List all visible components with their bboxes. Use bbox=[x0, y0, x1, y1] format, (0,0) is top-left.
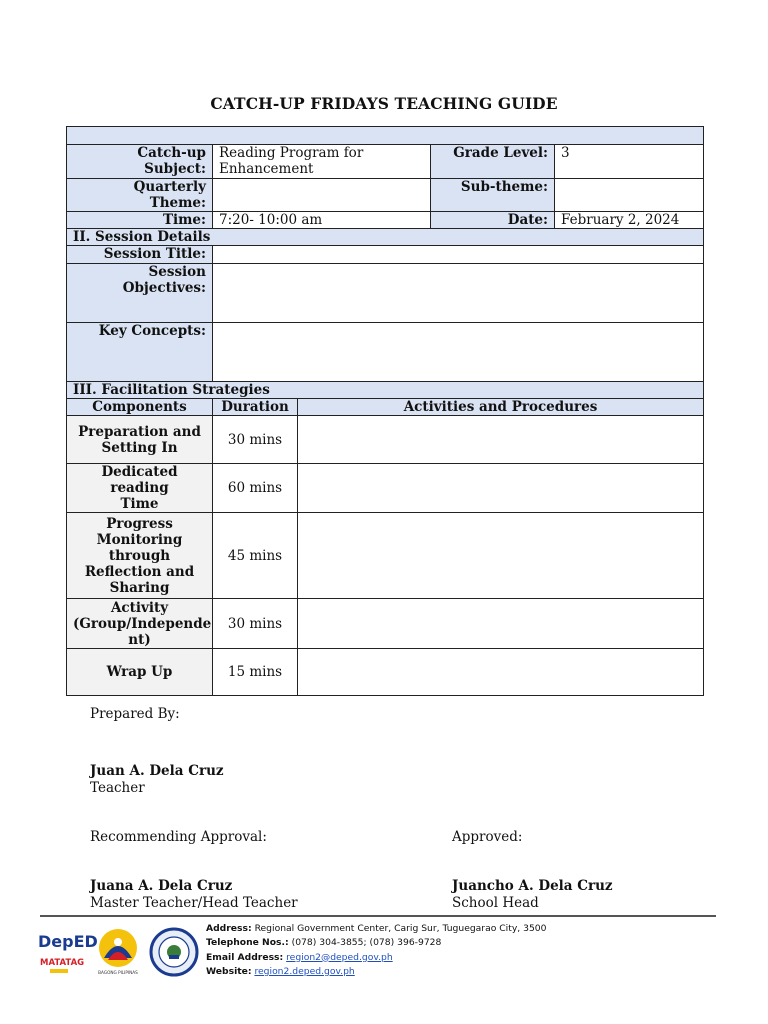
component-line: Monitoring bbox=[96, 531, 183, 548]
session-details-row bbox=[67, 229, 704, 246]
bagong-pilipinas-logo bbox=[98, 929, 138, 975]
grade-level-label: Grade Level: bbox=[431, 145, 555, 179]
component-line: Setting In bbox=[101, 439, 178, 456]
logos-svg bbox=[36, 922, 201, 982]
approved-label: Approved: bbox=[452, 829, 523, 845]
telephone-value: (078) 304-3855; (078) 396-9728 bbox=[291, 937, 442, 949]
subject-value-line2: Enhancement bbox=[219, 161, 314, 177]
time-label: Time: bbox=[67, 212, 213, 229]
session-objectives-value[interactable] bbox=[213, 264, 704, 323]
component-line: Sharing bbox=[109, 579, 170, 596]
component-line: Time bbox=[120, 496, 159, 512]
address-label: Address: bbox=[206, 923, 252, 934]
session-objectives-row bbox=[67, 264, 704, 323]
activities-cell[interactable] bbox=[298, 513, 704, 599]
date-value[interactable]: February 2, 2024 bbox=[555, 212, 704, 229]
component-line: Reflection and bbox=[84, 563, 195, 580]
prepared-role: Teacher bbox=[90, 780, 145, 796]
recommending-role: Master Teacher/Head Teacher bbox=[90, 895, 298, 911]
footer-divider bbox=[40, 915, 716, 917]
approved-name: Juancho A. Dela Cruz bbox=[452, 878, 613, 894]
duration-cell: 15 mins bbox=[213, 649, 298, 696]
deped-logo-text: DepED bbox=[38, 932, 98, 951]
sub-theme-value[interactable] bbox=[555, 179, 704, 212]
footer-logos bbox=[36, 922, 201, 982]
matatag-logo-text: MATATAG bbox=[40, 958, 85, 968]
component-cell bbox=[67, 649, 213, 696]
table-row bbox=[67, 464, 704, 513]
approved-signatory bbox=[452, 878, 613, 912]
session-objectives-label-line1: Session bbox=[148, 264, 206, 280]
activities-cell[interactable] bbox=[298, 464, 704, 513]
component-line: nt) bbox=[128, 631, 151, 648]
website-label: Website: bbox=[206, 965, 252, 977]
session-objectives-label-line2: Objectives: bbox=[122, 280, 206, 296]
header-band bbox=[67, 127, 704, 145]
email-line bbox=[206, 951, 546, 965]
table-row bbox=[67, 649, 704, 696]
activities-cell[interactable] bbox=[298, 649, 704, 696]
activities-header: Activities and Procedures bbox=[298, 399, 704, 416]
session-objectives-label bbox=[67, 264, 213, 323]
activities-cell[interactable] bbox=[298, 599, 704, 649]
subject-row bbox=[67, 145, 704, 179]
document-title: CATCH-UP FRIDAYS TEACHING GUIDE bbox=[210, 94, 558, 113]
theme-row bbox=[67, 179, 704, 212]
component-cell bbox=[67, 464, 213, 513]
key-concepts-row bbox=[67, 323, 704, 382]
sub-theme-label: Sub-theme: bbox=[431, 179, 555, 212]
component-line: Wrap Up bbox=[106, 664, 173, 680]
activities-cell[interactable] bbox=[298, 416, 704, 464]
subject-value[interactable] bbox=[213, 145, 431, 179]
time-row bbox=[67, 212, 704, 229]
component-line: (Group/Independe bbox=[73, 615, 212, 632]
recommending-signatory bbox=[90, 878, 298, 912]
key-concepts-value[interactable] bbox=[213, 323, 704, 382]
component-cell bbox=[67, 416, 213, 464]
address-line bbox=[206, 922, 546, 936]
email-label: Email Address: bbox=[206, 951, 284, 963]
recommending-approval-label: Recommending Approval: bbox=[90, 829, 267, 845]
table-row bbox=[67, 513, 704, 599]
session-details-heading: II. Session Details bbox=[67, 229, 704, 246]
grade-level-value[interactable]: 3 bbox=[555, 145, 704, 179]
prepared-by-label: Prepared By: bbox=[90, 706, 180, 722]
telephone-label: Telephone Nos.: bbox=[206, 937, 289, 949]
subject-label: Catch-up Subject: bbox=[67, 145, 213, 179]
footer-contact bbox=[206, 922, 546, 979]
quarterly-theme-label: Quarterly Theme: bbox=[67, 179, 213, 212]
component-line: Activity bbox=[110, 599, 169, 616]
prepared-name: Juan A. Dela Cruz bbox=[90, 763, 224, 779]
component-line: through bbox=[108, 547, 171, 564]
facilitation-heading: III. Facilitation Strategies bbox=[67, 382, 704, 399]
quarterly-theme-value[interactable] bbox=[213, 179, 431, 212]
table-row bbox=[67, 599, 704, 649]
components-header: Components bbox=[67, 399, 213, 416]
duration-cell: 30 mins bbox=[213, 416, 298, 464]
website-line bbox=[206, 965, 546, 979]
regional-seal-logo bbox=[151, 929, 197, 975]
header-band-row bbox=[67, 127, 704, 145]
address-value: Regional Government Center, Carig Sur, Tuguegarao City, 3500 bbox=[254, 923, 547, 934]
component-cell bbox=[67, 513, 213, 599]
date-label: Date: bbox=[431, 212, 555, 229]
telephone-line bbox=[206, 936, 546, 950]
recommending-name: Juana A. Dela Cruz bbox=[90, 878, 233, 894]
duration-cell: 60 mins bbox=[213, 464, 298, 513]
facilitation-header-row bbox=[67, 399, 704, 416]
component-line: Dedicated reading bbox=[101, 464, 178, 496]
session-title-value[interactable] bbox=[213, 246, 704, 264]
session-title-row bbox=[67, 246, 704, 264]
duration-cell: 45 mins bbox=[213, 513, 298, 599]
component-cell bbox=[67, 599, 213, 649]
time-value[interactable]: 7:20- 10:00 am bbox=[213, 212, 431, 229]
key-concepts-label: Key Concepts: bbox=[67, 323, 213, 382]
duration-cell: 30 mins bbox=[213, 599, 298, 649]
session-title-label: Session Title: bbox=[67, 246, 213, 264]
deped-matatag-logo bbox=[38, 932, 98, 973]
email-link[interactable]: region2@deped.gov.ph bbox=[286, 951, 393, 963]
approved-role: School Head bbox=[452, 895, 539, 911]
bagong-pilipinas-text: BAGONG PILIPINAS bbox=[98, 970, 138, 975]
component-line: Preparation and bbox=[78, 423, 201, 440]
component-line: Progress bbox=[106, 515, 173, 532]
website-link[interactable]: region2.deped.gov.ph bbox=[254, 965, 355, 977]
teaching-guide-table bbox=[66, 126, 704, 696]
facilitation-heading-row bbox=[67, 382, 704, 399]
table-row bbox=[67, 416, 704, 464]
subject-value-line1: Reading Program for bbox=[219, 145, 364, 161]
duration-header: Duration bbox=[213, 399, 298, 416]
prepared-signatory bbox=[90, 763, 224, 797]
